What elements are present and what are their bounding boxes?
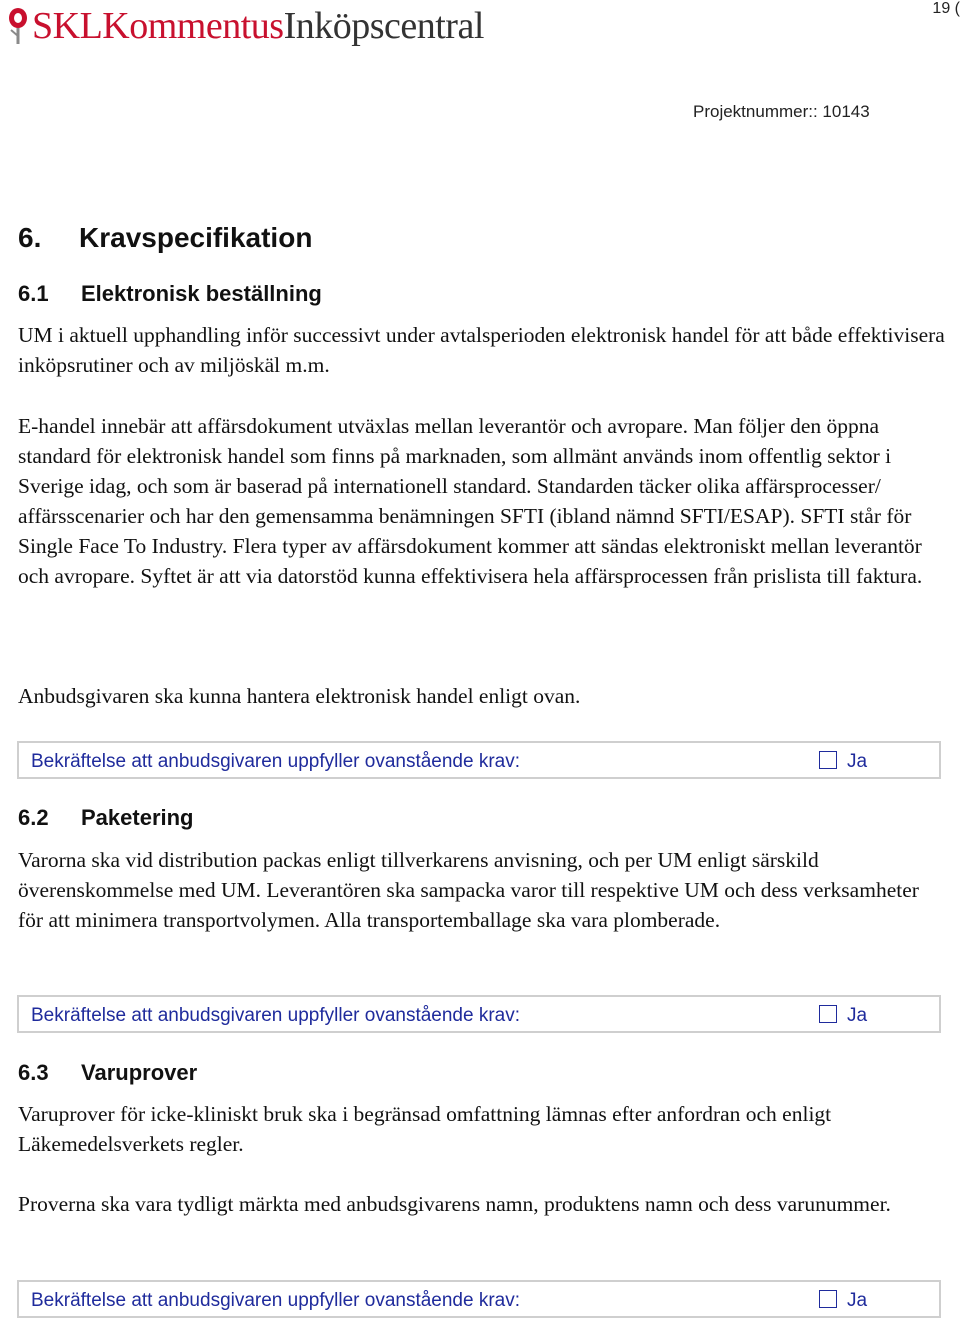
section-6-2-number: 6.2 [18, 805, 49, 830]
section-6-1-confirmation-box [17, 741, 941, 779]
logo [6, 2, 484, 50]
section-6-3-confirmation-box [17, 1280, 941, 1318]
section-6-2-heading [18, 805, 194, 831]
section-6-1-paragraph-3: Anbudsgivaren ska kunna hantera elektronisk handel enligt ovan. [18, 684, 581, 708]
page-number: 19 ( [932, 0, 960, 17]
logo-part-kommentus: Kommentus [102, 5, 284, 47]
section-6-title: Kravspecifikation [79, 222, 313, 253]
section-6-3-paragraph-2: Proverna ska vara tydligt märkta med anbudsgivarens namn, produktens namn och dess varunummer. [18, 1192, 891, 1216]
logo-text [32, 4, 484, 48]
project-number: Projektnummer:: 10143 [693, 102, 870, 121]
section-6-1-heading [18, 281, 322, 307]
section-6-number: 6. [18, 222, 42, 253]
section-6-3-title: Varuprover [81, 1060, 198, 1085]
logo-part-skl: SKL [32, 5, 103, 47]
section-6-heading [18, 222, 312, 254]
section-6-3-heading [18, 1060, 197, 1086]
section-6-1-title: Elektronisk beställning [81, 281, 322, 306]
ja-label: Ja [847, 1290, 868, 1311]
section-6-2-paragraph-1: Varorna ska vid distribution packas enligt tillverkarens anvisning, och per UM enligt särskild överenskommelse med UM. Leverantören ska sampacka varor till respektive UM och dess verksamheter för att minimera transportvolymen. Alla transportemballage ska vara plomberade. [18, 848, 919, 932]
ja-checkbox[interactable] [819, 1290, 837, 1308]
section-6-1-number: 6.1 [18, 281, 49, 306]
confirmation-text: Bekräftelse att anbudsgivaren uppfyller ovanstående krav: [31, 1005, 521, 1026]
logo-part-inkopscentral: Inköpscentral [283, 5, 484, 47]
section-6-1-paragraph-1: UM i aktuell upphandling inför successivt under avtalsperioden elektronisk handel för att både effektivisera inköpsrutiner och av miljöskäl m.m. [18, 323, 945, 377]
section-6-1-paragraph-2: E-handel innebär att affärsdokument utväxlas mellan leverantör och avropare. Man följer den öppna standard för elektronisk handel som finns på marknaden, som allmänt används inom offentlig sektor i Sverige idag, och som är baserad på internationell standard. Standarden täcker olika affärsprocesser/ affärsscenarier och har den gemensamma benämningen SFTI (ibland nämnd SFTI/ESAP). SFTI står för Single Face To Industry. Flera typer av affärsdokument kommer att sändas elektroniskt mellan leverantör och avropare. Syftet är att via datorstöd kunna effektivisera hela affärsprocessen från prislista till faktura. [18, 414, 923, 588]
section-6-3-paragraph-1: Varuprover för icke-kliniskt bruk ska i begränsad omfattning lämnas efter anfordran och enligt Läkemedelsverkets regler. [18, 1102, 832, 1156]
ja-checkbox[interactable] [819, 751, 837, 769]
ja-label: Ja [847, 1005, 868, 1026]
section-6-3-number: 6.3 [18, 1060, 49, 1085]
section-6-2-title: Paketering [81, 805, 194, 830]
ja-checkbox[interactable] [819, 1005, 837, 1023]
section-6-2-confirmation-box [17, 995, 941, 1033]
logo-mark-icon [6, 6, 30, 46]
ja-label: Ja [847, 751, 868, 772]
confirmation-text: Bekräftelse att anbudsgivaren uppfyller ovanstående krav: [31, 751, 521, 772]
confirmation-text: Bekräftelse att anbudsgivaren uppfyller ovanstående krav: [31, 1290, 521, 1311]
